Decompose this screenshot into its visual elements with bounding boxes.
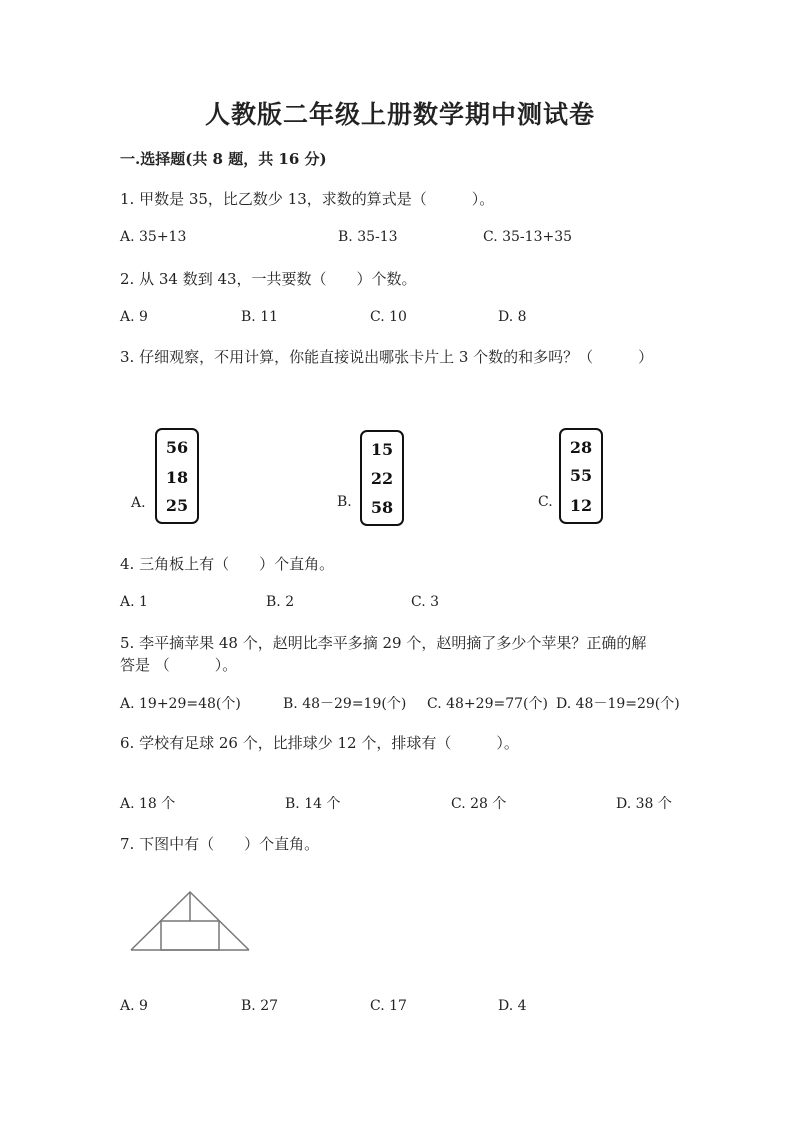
- q2-option-d: D. 8: [498, 309, 527, 325]
- card-a-label: A.: [131, 495, 146, 511]
- q7-option-b: B. 27: [241, 998, 279, 1014]
- question-5-line-2: 答是 （ ）。: [120, 656, 238, 674]
- q4-option-a: A. 1: [120, 594, 148, 610]
- triangle-figure: [128, 888, 252, 954]
- q5-option-b: B. 48－29=19(个): [283, 696, 407, 712]
- question-4: 4. 三角板上有（ ）个直角。: [120, 555, 335, 573]
- card-c-number: 55: [569, 466, 593, 485]
- q1-option-b: B. 35-13: [338, 229, 398, 245]
- page-title: 人教版二年级上册数学期中测试卷: [204, 100, 595, 129]
- question-5-line-1: 5. 李平摘苹果 48 个，赵明比李平多摘 29 个，赵明摘了多少个苹果？正确的解: [120, 634, 647, 652]
- card-a-number: 25: [165, 496, 189, 515]
- number-card-b: [360, 430, 404, 526]
- question-3: 3. 仔细观察，不用计算，你能直接说出哪张卡片上 3 个数的和多吗？（ ）: [120, 348, 654, 366]
- number-card-c: [559, 428, 603, 524]
- q7-option-c: C. 17: [370, 998, 407, 1014]
- card-b-number: 15: [370, 440, 394, 459]
- q4-option-c: C. 3: [411, 594, 440, 610]
- q5-option-a: A. 19+29=48(个): [120, 696, 241, 712]
- card-b-label: B.: [337, 494, 352, 510]
- question-6: 6. 学校有足球 26 个，比排球少 12 个，排球有（ ）。: [120, 734, 519, 752]
- question-1: 1. 甲数是 35，比乙数少 13，求数的算式是（ ）。: [120, 190, 495, 208]
- q2-option-b: B. 11: [241, 309, 279, 325]
- q6-option-c: C. 28 个: [451, 796, 507, 812]
- question-7: 7. 下图中有（ ）个直角。: [120, 835, 320, 853]
- q5-option-c: C. 48+29=77(个): [427, 696, 548, 712]
- card-c-number: 12: [569, 496, 593, 515]
- q4-option-b: B. 2: [266, 594, 295, 610]
- card-a-number: 56: [165, 438, 189, 457]
- q6-option-a: A. 18 个: [120, 796, 176, 812]
- card-b-number: 22: [370, 469, 394, 488]
- q6-option-d: D. 38 个: [616, 796, 672, 812]
- card-a-number: 18: [165, 468, 189, 487]
- card-b-number: 58: [370, 498, 394, 517]
- q1-option-c: C. 35-13+35: [483, 229, 573, 245]
- q2-option-a: A. 9: [120, 309, 148, 325]
- q7-option-a: A. 9: [120, 998, 148, 1014]
- q6-option-b: B. 14 个: [285, 796, 341, 812]
- q1-option-a: A. 35+13: [120, 229, 187, 245]
- section-heading: 一.选择题(共 8 题，共 16 分): [120, 150, 327, 168]
- q7-option-d: D. 4: [498, 998, 527, 1014]
- card-c-number: 28: [569, 438, 593, 457]
- number-card-a: [155, 428, 199, 524]
- card-c-label: C.: [538, 494, 553, 510]
- question-2: 2. 从 34 数到 43，一共要数（ ）个数。: [120, 270, 417, 288]
- q2-option-c: C. 10: [370, 309, 407, 325]
- q5-option-d: D. 48－19=29(个): [556, 696, 680, 712]
